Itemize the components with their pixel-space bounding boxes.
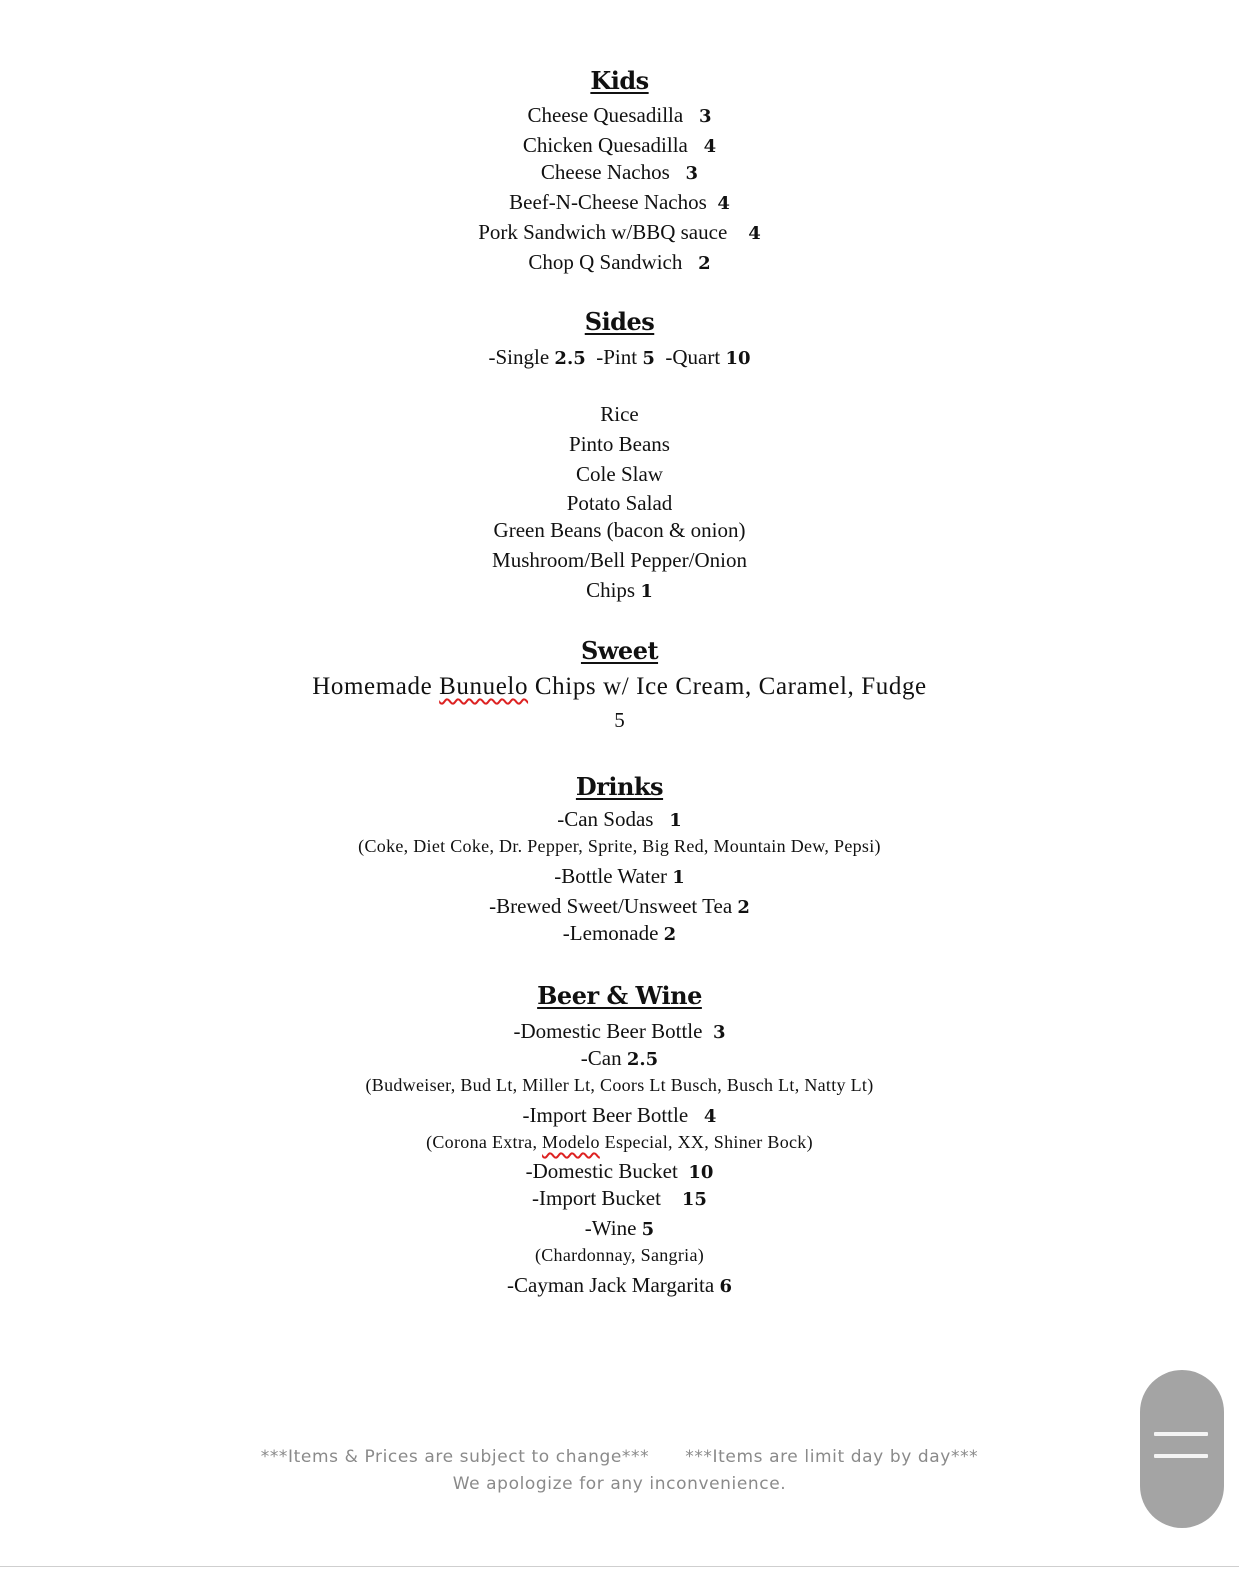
menu-item: Chop Q Sandwich 2 <box>528 250 711 274</box>
page-divider <box>0 1566 1239 1567</box>
menu-item: Cheese Quesadilla 3 <box>527 103 712 127</box>
beer-item: -Can 2.5 <box>580 1046 659 1070</box>
side-item: Potato Salad <box>566 491 673 515</box>
sweet-heading: Sweet <box>580 636 659 665</box>
footer-apology: We apologize for any inconvenience. <box>452 1474 787 1494</box>
spellcheck-flag: Modelo <box>542 1132 600 1152</box>
beer-wine-heading: Beer & Wine <box>537 981 702 1010</box>
drink-item: -Can Sodas 1 <box>557 807 682 831</box>
side-item: Rice <box>600 402 639 426</box>
menu-item: Beef-N-Cheese Nachos 4 <box>509 190 730 214</box>
beer-item: -Import Bucket 15 <box>532 1186 707 1210</box>
spellcheck-flag: Bunuelo <box>439 673 529 700</box>
side-item: Cole Slaw <box>576 462 663 486</box>
beer-item: -Domestic Beer Bottle 3 <box>513 1019 726 1043</box>
menu-item: Cheese Nachos 3 <box>540 160 699 184</box>
drink-item: -Lemonade 2 <box>562 921 677 945</box>
side-item: Pinto Beans <box>569 432 670 456</box>
beer-note: (Budweiser, Bud Lt, Miller Lt, Coors Lt Busch, Busch Lt, Natty Lt) <box>365 1075 874 1095</box>
kids-heading: Kids <box>590 66 649 95</box>
menu-item: Chicken Quesadilla 4 <box>522 133 717 157</box>
drinks-heading: Drinks <box>575 772 664 801</box>
drag-handle-icon[interactable] <box>1140 1370 1224 1528</box>
drink-item: -Bottle Water 1 <box>554 864 685 888</box>
handle-bar <box>1154 1454 1208 1458</box>
footer-notice: ***Items & Prices are subject to change*** ***Items are limit day by day*** <box>260 1447 979 1467</box>
wine-note: (Chardonnay, Sangria) <box>534 1245 705 1265</box>
sweet-price: 5 <box>614 708 625 732</box>
beer-item: -Import Beer Bottle 4 <box>522 1103 717 1127</box>
side-item: Mushroom/Bell Pepper/Onion <box>492 548 747 572</box>
sides-heading: Sides <box>584 307 655 336</box>
sweet-item: Homemade Bunuelo Chips w/ Ice Cream, Caramel, Fudge <box>312 673 927 700</box>
side-item: Chips 1 <box>586 578 653 602</box>
margarita-item: -Cayman Jack Margarita 6 <box>507 1273 732 1297</box>
beer-note: (Corona Extra, Modelo Especial, XX, Shiner Bock) <box>426 1132 813 1152</box>
sides-sizes: -Single 2.5 -Pint 5 -Quart 10 <box>488 345 751 369</box>
menu-item: Pork Sandwich w/BBQ sauce 4 <box>478 220 761 244</box>
drink-note: (Coke, Diet Coke, Dr. Pepper, Sprite, Big Red, Mountain Dew, Pepsi) <box>358 836 881 856</box>
wine-item: -Wine 5 <box>584 1216 655 1240</box>
drink-item: -Brewed Sweet/Unsweet Tea 2 <box>489 894 750 918</box>
beer-item: -Domestic Bucket 10 <box>525 1159 714 1183</box>
side-item: Green Beans (bacon & onion) <box>493 518 746 542</box>
handle-bar <box>1154 1432 1208 1436</box>
